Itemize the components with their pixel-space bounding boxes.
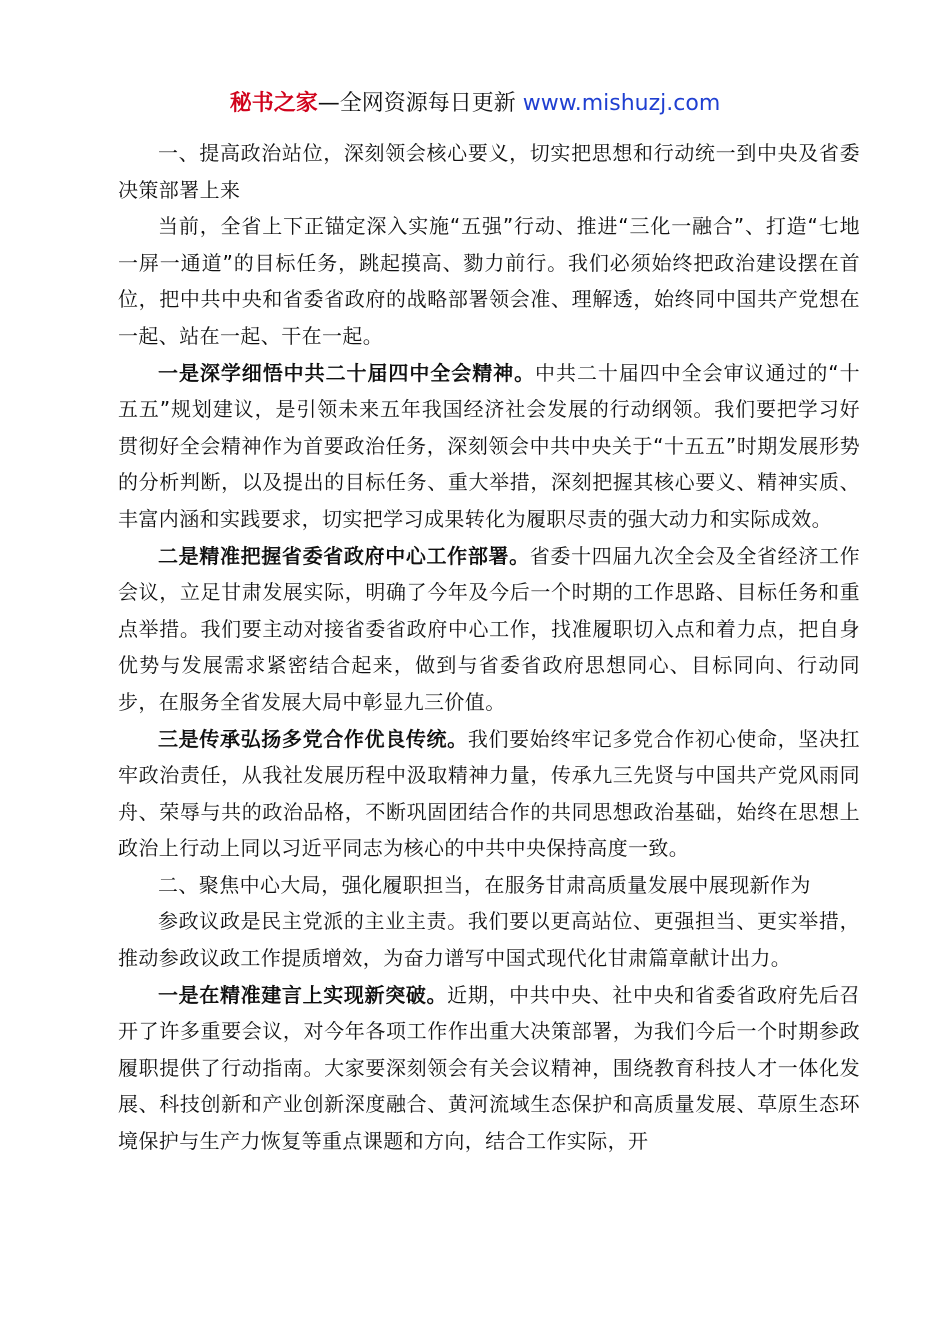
point-text: 中共二十届四中全会审议通过的“十五五”规划建议，是引领未来五年我国经济社会发展的行动纲领。我们要把学习好贯彻好全会精神作为首要政治任务，深刻领会中共中央关于“十五五”时期发展形势的分析判断，以及提出的目标任务、重大举措，深刻把握其核心要义、精神实质、丰富内涵和实践要求，切实把学习成果转化为履职尽责的强大动力和实际成效。: [118, 360, 861, 531]
point-text: 我们要始终牢记多党合作初心使命，坚决扛牢政治责任，从我社发展历程中汲取精神力量，传承九三先贤与中国共产党风雨同舟、荣辱与共的政治品格，不断巩固团结合作的共同思想政治基础，始终在思想上政治上行动上同以习近平同志为核心的中共中央保持高度一致。: [118, 726, 861, 861]
point-lead: 一是深学细悟中共二十届四中全会精神。: [158, 360, 536, 385]
section-2-heading: 二、聚焦中心大局，强化履职担当，在服务甘肃高质量发展中展现新作为: [158, 872, 811, 897]
section-1-point-1-paragraph: [118, 355, 860, 538]
section-2-intro-paragraph: 参政议政是民主党派的主业主责。我们要以更高站位、更强担当、更实举措，推动参政议政工作提质增效，为奋力谱写中国式现代化甘肃篇章献计出力。: [118, 909, 860, 971]
document-body: [118, 135, 860, 1160]
section-1-heading: 一、提高政治站位，深刻领会核心要义，切实把思想和行动统一到中央及省委决策部署上来: [118, 141, 860, 202]
header-tagline: —全网资源每日更新: [317, 91, 523, 116]
site-url-link[interactable]: www.mishuzj.com: [522, 91, 721, 116]
point-text: 省委十四届九次全会及全省经济工作会议，立足甘肃发展实际，明确了今年及今后一个时期的工作思路、目标任务和重点举措。我们要主动对接省委省政府中心工作，找准履职切入点和着力点，把自身优势与发展需求紧密结合起来，做到与省委省政府思想同心、目标同向、行动同步，在服务全省发展大局中彰显九三价值。: [118, 543, 860, 714]
section-1-intro-paragraph: 当前，全省上下正锚定深入实施“五强”行动、推进“三化一融合”、打造“七地一屏一通道”的目标任务，跳起摸高、勠力前行。我们必须始终把政治建设摆在首位，把中共中央和省委省政府的战略部署领会准、理解透，始终同中国共产党想在一起、站在一起、干在一起。: [118, 214, 860, 348]
point-lead: 二是精准把握省委省政府中心工作部署。: [158, 543, 530, 568]
point-lead: 一是在精准建言上实现新突破。: [158, 982, 448, 1007]
point-text: 近期，中共中央、社中央和省委省政府先后召开了许多重要会议，对今年各项工作作出重大决策部署，为我们今后一个时期参政履职提供了行动指南。大家要深刻领会有关会议精神，围绕教育科技人才一体化发展、科技创新和产业创新深度融合、黄河流域生态保护和高质量发展、草原生态环境保护与生产力恢复等重点课题和方向，结合工作实际，开: [118, 982, 861, 1154]
page-header: [0, 88, 950, 120]
point-lead: 三是传承弘扬多党合作优良传统。: [158, 726, 468, 751]
section-1-point-3-paragraph: [118, 721, 860, 867]
brand-name: 秘书之家: [229, 91, 318, 116]
section-1-point-2-paragraph: [118, 538, 860, 721]
section-2-point-1-paragraph: [118, 977, 860, 1160]
